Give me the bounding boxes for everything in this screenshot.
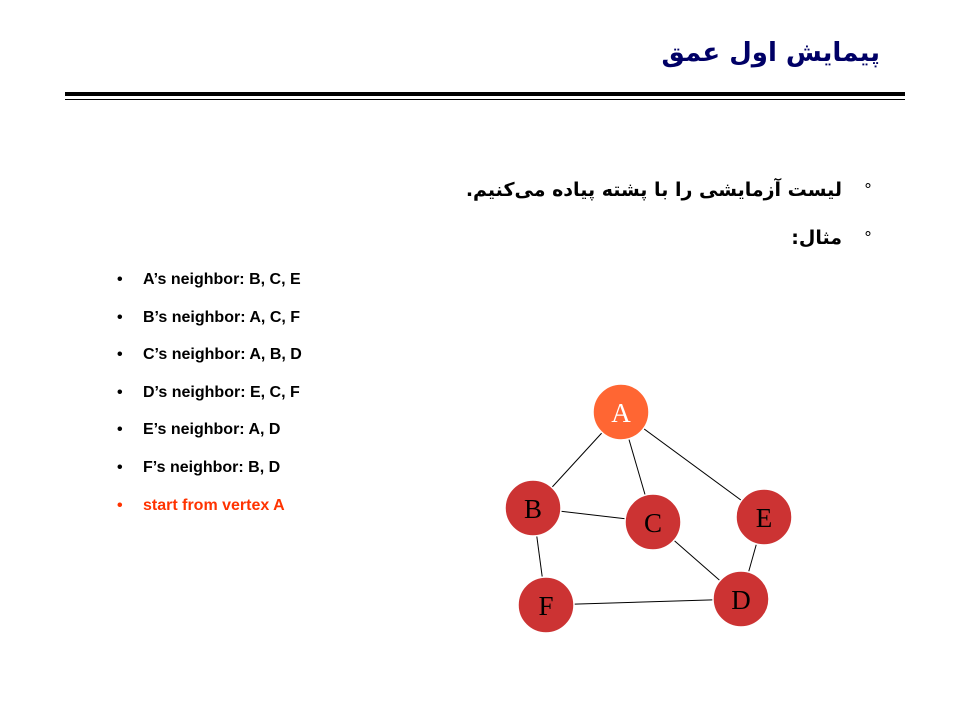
node-label: A bbox=[611, 398, 631, 428]
degree-bullet-icon: ° bbox=[864, 180, 872, 199]
node-a bbox=[593, 384, 649, 440]
degree-bullet-icon: ° bbox=[864, 228, 872, 247]
bullet-dot-icon: • bbox=[117, 308, 123, 326]
slide-title: پیمایش اول عمق bbox=[661, 38, 880, 68]
node-b bbox=[505, 480, 561, 536]
neighbor-text: C’s neighbor: A, B, D bbox=[143, 346, 302, 364]
graph-nodes bbox=[505, 384, 792, 633]
bullet-dot-icon: • bbox=[117, 383, 123, 401]
bullet-text: لیست آزمایشی را با پشته پیاده می‌کنیم. bbox=[465, 179, 842, 201]
node-label: E bbox=[755, 503, 773, 533]
start-note-text: start from vertex A bbox=[143, 496, 285, 514]
node-label: C bbox=[643, 508, 663, 538]
bullet-dot-icon: • bbox=[117, 271, 123, 288]
node-e bbox=[736, 489, 792, 545]
neighbor-text: B’s neighbor: A, C, F bbox=[143, 308, 301, 326]
neighbor-text: E’s neighbor: A, D bbox=[143, 421, 281, 439]
node-d bbox=[713, 571, 769, 627]
bullet-dot-icon: • bbox=[117, 496, 123, 514]
neighbor-text: A’s neighbor: B, C, E bbox=[143, 271, 301, 288]
neighbor-text: D’s neighbor: E, C, F bbox=[143, 383, 300, 401]
bullet-text: مثال: bbox=[791, 227, 842, 249]
neighbor-text: F’s neighbor: B, D bbox=[143, 458, 281, 476]
node-label: B bbox=[523, 494, 543, 524]
node-label: D bbox=[731, 585, 751, 615]
node-f bbox=[518, 577, 574, 633]
node-label: F bbox=[538, 591, 554, 621]
edge-d-f bbox=[546, 599, 741, 605]
bullet-dot-icon: • bbox=[117, 346, 123, 364]
bullet-dot-icon: • bbox=[117, 421, 123, 439]
bullet-dot-icon: • bbox=[117, 458, 123, 476]
node-c bbox=[625, 494, 681, 550]
